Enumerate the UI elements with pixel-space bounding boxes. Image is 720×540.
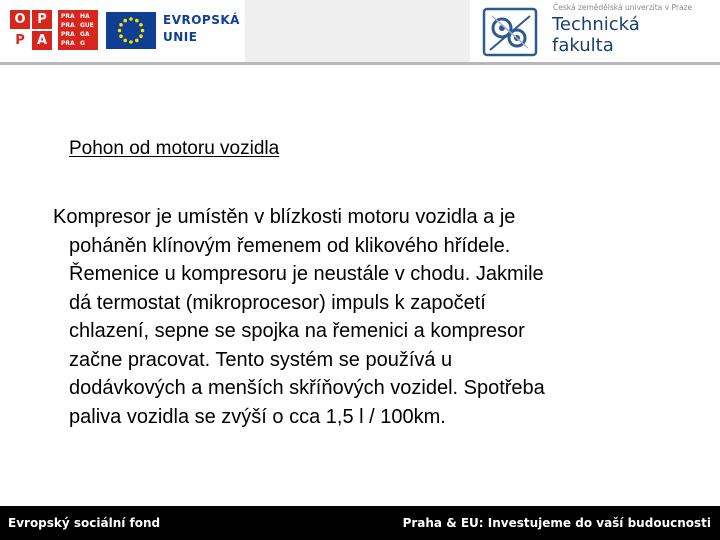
opp-letter: O <box>10 10 30 29</box>
body-line: dodávkových a menších skříňových vozidel. Spotřeba <box>69 377 545 399</box>
opp-logo <box>10 10 54 50</box>
header-divider <box>0 62 720 65</box>
body-line: Kompresor je umístěn v blízkosti motoru vozidla a je <box>53 206 516 228</box>
header-panel <box>245 0 470 62</box>
slide-header <box>0 0 720 62</box>
opp-letter: P <box>32 10 52 29</box>
footer-left-text: Evropský sociální fond <box>8 516 161 530</box>
faculty-name-line: fakulta <box>552 35 614 56</box>
slide-title: Pohon od motoru vozidla <box>69 138 280 159</box>
praha-logo-text: G <box>80 40 85 47</box>
praha-logo-text: PRA <box>61 22 75 29</box>
praha-logo-text: GA <box>80 31 90 38</box>
body-line: Řemenice u kompresoru je neustále v chodu. Jakmile <box>69 263 544 285</box>
opp-letter: A <box>32 31 52 50</box>
praha-logo-text: PRA <box>61 31 75 38</box>
body-line: poháněn klínovým řemenem od klikového hřídele. <box>69 234 511 257</box>
eu-logo-text <box>163 12 243 46</box>
praha-logo-text: HA <box>80 13 90 20</box>
praha-logo-text: PRA <box>61 40 75 47</box>
slide-footer <box>0 506 720 540</box>
praha-logo <box>58 10 98 50</box>
praha-logo-text: PRA <box>61 13 75 20</box>
footer-right-text: Praha & EU: Investujeme do vaší budoucnosti <box>402 516 711 530</box>
eu-logo-line: UNIE <box>163 30 198 44</box>
body-line: dá termostat (mikroprocesor) impuls k započetí <box>69 291 486 314</box>
university-name: Česká zemědělská univerzita v Praze <box>553 3 693 12</box>
opp-letter: P <box>10 31 30 50</box>
body-line: paliva vozidla se zvýší o cca 1,5 l / 100km. <box>69 405 446 428</box>
faculty-emblem-icon <box>482 6 538 58</box>
eu-logo-line: EVROPSKÁ <box>163 13 240 27</box>
slide-body <box>53 203 653 431</box>
faculty-name <box>552 14 712 56</box>
eu-flag-icon <box>106 12 156 49</box>
faculty-name-line: Technická <box>552 14 640 35</box>
body-line: chlazení, sepne se spojka na řemenici a kompresor <box>69 320 525 342</box>
body-line: začne pracovat. Tento systém se používá u <box>69 348 453 371</box>
praha-logo-text: GUE <box>80 22 94 29</box>
